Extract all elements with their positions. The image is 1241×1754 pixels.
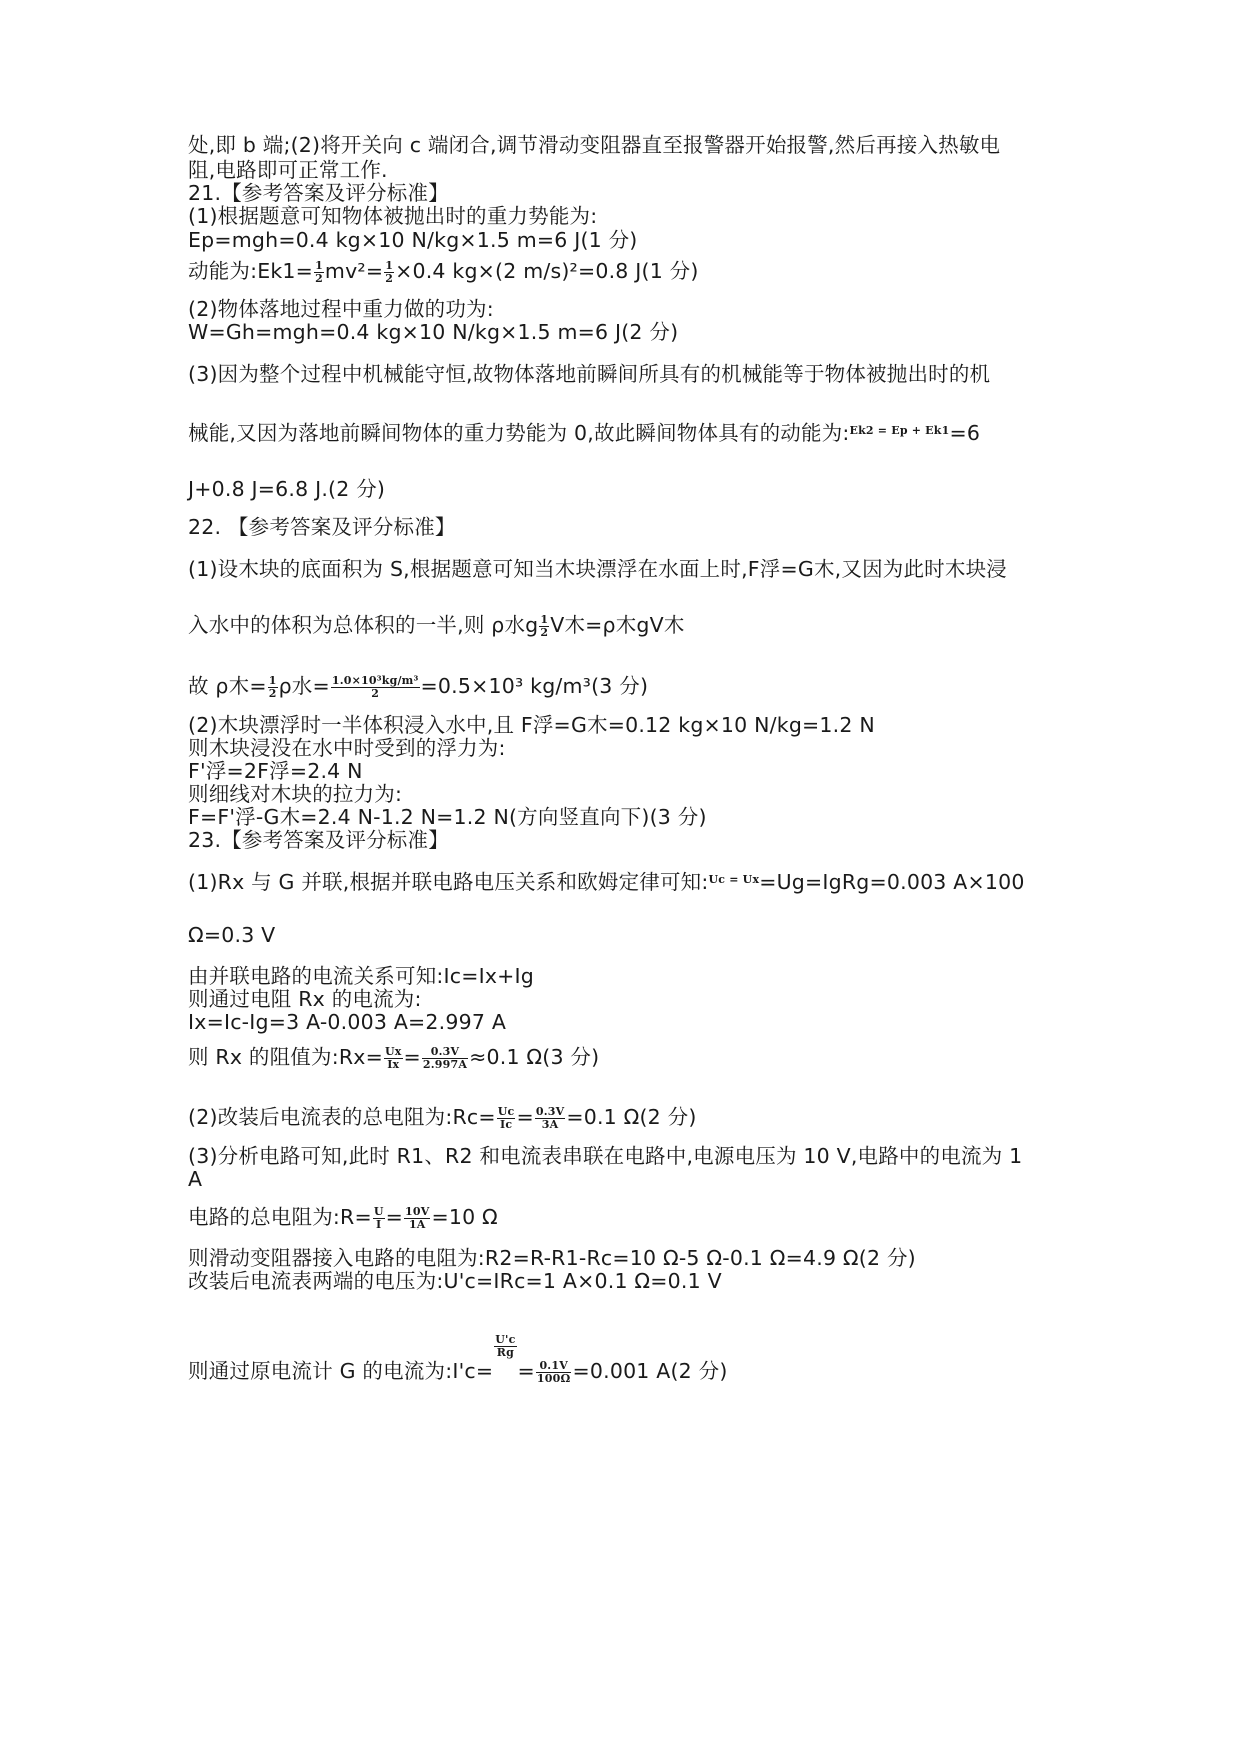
fraction-numerator: 10V [405, 1204, 430, 1218]
text-line: (1)根据题意可知物体被抛出时的重力势能为: [188, 204, 598, 228]
fraction [268, 675, 278, 700]
fraction-denominator: 2 [371, 686, 380, 700]
fraction [384, 260, 394, 285]
text-segment: =6 [949, 421, 981, 445]
text-line-volume [188, 612, 1068, 639]
fraction [539, 614, 549, 639]
text-segment: ρ水= [278, 674, 330, 698]
fraction-numerator: 0.3V [535, 1104, 565, 1118]
fraction-numerator: Ux [384, 1044, 402, 1058]
text-segment: (1)Rx 与 G 并联,根据并联电路电压关系和欧姆定律可知: [188, 870, 709, 894]
formula-line: (2)木块漂浮时一半体积浸入水中,且 F浮=G木=0.12 kg×10 N/kg=1.2 N [188, 713, 875, 737]
formula-line-total-resistance: (2)改装后电流表的总电阻为:Rc= $\frac{Uc}{Ic}$ = $\frac{0.3V}{3A}$ =0.1 Ω(2 分) [188, 1104, 697, 1131]
fraction [535, 1106, 565, 1131]
formula-line: 由并联电路的电流关系可知:Ic=Ix+Ig [188, 964, 535, 988]
text-segment: 则通过原电流计 G 的电流为:I'c= [188, 1359, 494, 1383]
fraction-denominator: 2 [385, 271, 394, 285]
text-line: 阻,电路即可正常工作. [188, 158, 388, 182]
fraction [384, 1046, 403, 1071]
text-segment: 动能为:Ek1= [188, 259, 314, 283]
text-segment: mv²= [324, 259, 384, 283]
fraction-denominator: I [376, 1217, 382, 1231]
fraction-numerator: 1.0×10³kg/m³ [331, 673, 419, 687]
text-segment: V木=ρ木gV木 [550, 613, 685, 637]
fraction-denominator: 2 [540, 625, 549, 639]
fraction [422, 1046, 468, 1071]
text-segment: 则 Rx 的阻值为:Rx= [188, 1045, 383, 1069]
fraction-denominator: 100Ω [536, 1371, 571, 1385]
fraction-denominator: 2 [268, 686, 277, 700]
fraction-denominator: 2.997A [422, 1057, 468, 1071]
text-line: 则木块浸没在水中时受到的浮力为: [188, 736, 506, 760]
text-line: 则细线对木块的拉力为: [188, 782, 403, 806]
text-segment: ×0.4 kg×(2 m/s)²=0.8 J(1 分) [395, 259, 699, 283]
text-line: A [188, 1167, 203, 1191]
text-line: (2)物体落地过程中重力做的功为: [188, 297, 494, 321]
text-line-parallel [188, 867, 1068, 895]
text-segment: (2)改装后电流表的总电阻为:Rc= [188, 1105, 496, 1129]
inline-formula-image: Ek2 = Ep + Ek1 [849, 424, 950, 437]
fraction-denominator: 2 [315, 271, 323, 285]
text-segment: 入水中的体积为总体积的一半,则 ρ水g [188, 613, 539, 637]
section-heading-22: 22. 【参考答案及评分标准】 [188, 515, 456, 539]
text-segment: =0.1 Ω(2 分) [566, 1105, 697, 1129]
formula-line: J+0.8 J=6.8 J.(2 分) [188, 477, 386, 501]
section-heading-21: 21.【参考答案及评分标准】 [188, 181, 449, 205]
fraction-denominator: Ix [387, 1057, 400, 1071]
fraction-denominator: 3A [541, 1117, 559, 1131]
text-segment: 械能,又因为落地前瞬间物体的重力势能为 0,故此瞬间物体具有的动能为: [188, 421, 850, 445]
fraction [536, 1360, 572, 1385]
formula-line: F'浮=2F浮=2.4 N [188, 759, 363, 783]
formula-line-resistance: 则 Rx 的阻值为:Rx= $\frac{Ux}{Ix}$ = $\frac{0.3V}{2.997A}$ ≈0.1 Ω(3 分) [188, 1044, 600, 1071]
fraction [331, 675, 420, 700]
fraction-numerator: U [373, 1204, 384, 1218]
fraction-numerator: 1 [385, 258, 394, 272]
text-segment: =10 Ω [431, 1205, 498, 1229]
text-line-energy [188, 418, 1068, 446]
formula-line: Ep=mgh=0.4 kg×10 N/kg×1.5 m=6 J(1 分) [188, 228, 638, 252]
fraction-numerator: 0.1V [536, 1360, 572, 1373]
text-line: 则通过电阻 Rx 的电流为: [188, 987, 422, 1011]
fraction [497, 1106, 516, 1131]
text-segment: =Ug=IgRg=0.003 A×100 [759, 870, 1025, 894]
fraction-numerator: 0.3V [422, 1046, 468, 1059]
fraction-numerator: 1 [540, 612, 549, 626]
fraction-numerator: 1 [315, 258, 323, 272]
formula-line: F=F'浮-G木=2.4 N-1.2 N=1.2 N(方向竖直向下)(3 分) [188, 805, 707, 829]
text-line: (3)因为整个过程中机械能守恒,故物体落地前瞬间所具有的机械能等于物体被抛出时的机 [188, 362, 991, 386]
text-segment: 故 ρ木= [188, 674, 267, 698]
fraction [373, 1206, 385, 1231]
formula-line: Ix=Ic-Ig=3 A-0.003 A=2.997 A [188, 1010, 507, 1034]
formula-line: Ω=0.3 V [188, 923, 276, 947]
formula-line-density [188, 673, 1068, 700]
section-heading-23: 23.【参考答案及评分标准】 [188, 828, 449, 852]
text-segment: 电路的总电阻为:R= [188, 1205, 372, 1229]
text-segment: ≈0.1 Ω(3 分) [469, 1045, 600, 1069]
fraction [404, 1206, 430, 1231]
text-line: (1)设木块的底面积为 S,根据题意可知当木块漂浮在水面上时,F浮=G木,又因为此时木块浸 [188, 557, 1007, 581]
text-line: 处,即 b 端;(2)将开关向 c 端闭合,调节滑动变阻器直至报警器开始报警,然后再接入热敏电 [188, 133, 1001, 157]
fraction [314, 260, 324, 285]
text-segment: =0.5×10³ kg/m³(3 分) [420, 674, 649, 698]
text-segment: = [517, 1359, 535, 1383]
fraction-numerator: Uc [497, 1104, 515, 1118]
fraction-denominator: Rg [496, 1346, 515, 1359]
formula-line: W=Gh=mgh=0.4 kg×10 N/kg×1.5 m=6 J(2 分) [188, 320, 679, 344]
inline-formula-image: Uc = Ux [708, 873, 760, 886]
fraction-denominator: Ic [499, 1117, 513, 1131]
fraction-denominator: 1A [408, 1217, 426, 1231]
fraction-numerator: 1 [268, 673, 277, 687]
formula-line-circuit: 电路的总电阻为:R= $\frac{U}{I}$ = $\frac{10V}{1A}$ =10 Ω [188, 1204, 498, 1231]
text-segment: =0.001 A(2 分) [572, 1359, 728, 1383]
fraction-numerator: U'c [495, 1333, 516, 1346]
text-line: (3)分析电路可知,此时 R1、R2 和电流表串联在电路中,电源电压为 10 V,电路中的电流为 1 [188, 1144, 1023, 1168]
fraction [494, 1334, 516, 1359]
formula-line-galvanometer [188, 1334, 1068, 1385]
formula-line: 改装后电流表两端的电压为:U'c=IRc=1 A×0.1 Ω=0.1 V [188, 1269, 722, 1293]
formula-line-kinetic [188, 258, 1068, 285]
formula-line: 则滑动变阻器接入电路的电阻为:R2=R-R1-Rc=10 Ω-5 Ω-0.1 Ω=4.9 Ω(2 分) [188, 1246, 916, 1270]
